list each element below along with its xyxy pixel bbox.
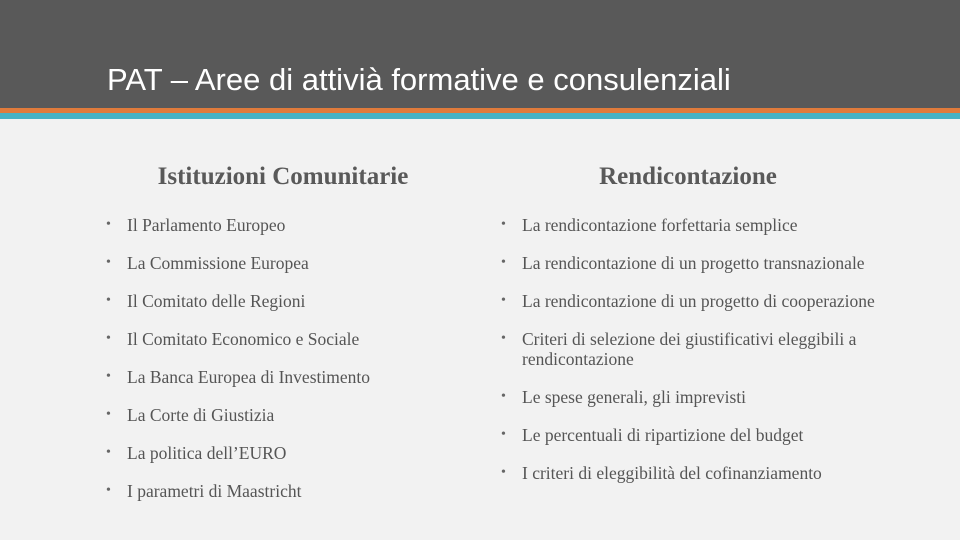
bullet-icon: • [106, 255, 111, 270]
list-item [498, 387, 878, 407]
bullet-icon: • [106, 331, 111, 346]
left-bullet-list [103, 215, 463, 519]
slide-title: PAT – Aree di attivià formative e consulenziali [107, 62, 731, 97]
bullet-icon: • [501, 217, 506, 232]
list-item [498, 215, 878, 235]
left-column-heading: Istituzioni Comunitarie [157, 163, 409, 190]
list-item-text: La Banca Europea di Investimento [127, 367, 370, 387]
list-item [498, 329, 878, 369]
bullet-icon: • [501, 293, 506, 308]
list-item [498, 291, 878, 311]
bullet-icon: • [501, 255, 506, 270]
list-item-text: Il Comitato Economico e Sociale [127, 329, 360, 349]
list-item [498, 253, 878, 273]
list-item-text: I criteri di eleggibilità del cofinanziamento [522, 463, 822, 483]
list-item-text: La rendicontazione di un progetto di cooperazione [522, 291, 875, 311]
bullet-icon: • [106, 407, 111, 422]
list-item [103, 215, 463, 235]
bullet-icon: • [501, 427, 506, 442]
list-item-text: I parametri di Maastricht [127, 481, 302, 501]
header-bar [0, 0, 960, 108]
list-item [103, 367, 463, 387]
right-bullet-list [498, 215, 878, 501]
list-item [103, 481, 463, 501]
list-item-text: Le percentuali di ripartizione del budget [522, 425, 804, 445]
list-item [103, 253, 463, 273]
list-item [498, 463, 878, 483]
bullet-icon: • [501, 389, 506, 404]
list-item [103, 405, 463, 425]
list-item-text: Il Comitato delle Regioni [127, 291, 306, 311]
list-item [103, 443, 463, 463]
list-item-text: Il Parlamento Europeo [127, 215, 286, 235]
list-item-text: La rendicontazione di un progetto transnazionale [522, 253, 865, 273]
bullet-icon: • [106, 293, 111, 308]
right-column-heading: Rendicontazione [599, 163, 777, 190]
accent-stripe-teal [0, 113, 960, 119]
bullet-icon: • [106, 369, 111, 384]
bullet-icon: • [106, 483, 111, 498]
list-item [498, 425, 878, 445]
bullet-icon: • [106, 217, 111, 232]
list-item [103, 329, 463, 349]
bullet-icon: • [501, 331, 506, 346]
list-item-text: La rendicontazione forfettaria semplice [522, 215, 798, 235]
list-item-text: La Commissione Europea [127, 253, 309, 273]
list-item-text: La politica dell’EURO [127, 443, 287, 463]
list-item [103, 291, 463, 311]
left-column [103, 160, 463, 501]
list-item-text: Le spese generali, gli imprevisti [522, 387, 747, 407]
list-item-text: La Corte di Giustizia [127, 405, 275, 425]
bullet-icon: • [106, 445, 111, 460]
right-column [498, 160, 878, 483]
list-item-text: Criteri di selezione dei giustificativi eleggibili a rendicontazione [522, 329, 857, 369]
bullet-icon: • [501, 465, 506, 480]
